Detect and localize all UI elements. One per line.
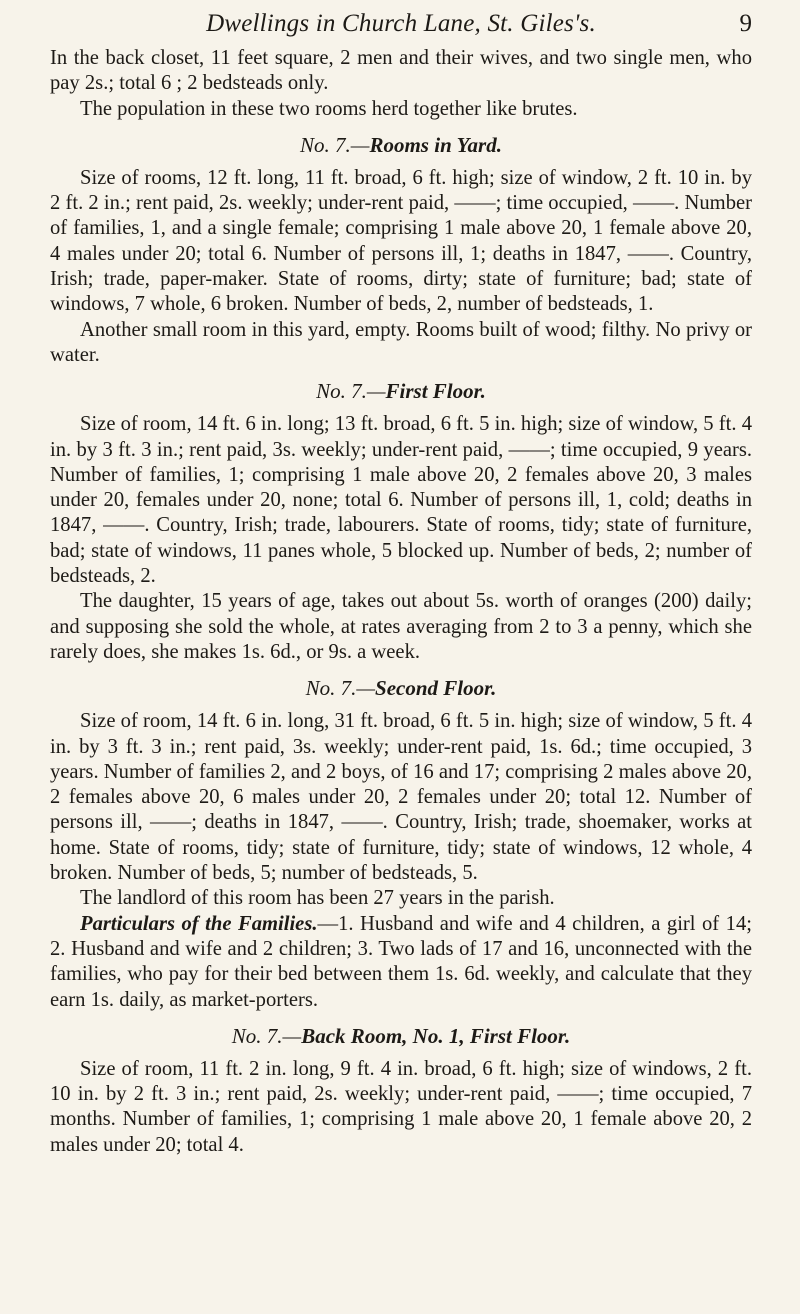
section-title: Second Floor. bbox=[375, 676, 497, 701]
paragraph-second-floor: Size of room, 14 ft. 6 in. long, 31 ft. broad, 6 ft. 5 in. high; size of window, 5 ft. 4 in. by 3 ft. 3 in.; rent paid, 3s. weekly; under-rent paid, 1s. 6d.; time occupied, 3 years. Number of families 2, and 2 boys, of 16 and 17; comprising 2 males above 20, 2 females above 20, 6 males under 20, 2 females under 20; total 12. Number of persons ill, ——; deaths in 1847, ——. Country, Irish; trade, shoemaker, works at home. State of rooms, tidy; state of furniture, tidy; state of windows, 12 whole, 4 broken. Number of beds, 5; number of bedsteads, 5. bbox=[50, 710, 752, 885]
particulars-text: —1. Husband and wife and 4 children, a girl of 14; 2. Husband and wife and 2 children; 3. Two lads of 17 and 16, unconnected with the families, who pay for their bed between them 1s. 6d. weekly, and calculate that they earn 1s. daily, as market-porters. bbox=[50, 912, 752, 1011]
running-title: Dwellings in Church Lane, St. Giles's. bbox=[206, 10, 596, 37]
section-title: First Floor. bbox=[385, 379, 486, 404]
paragraph-particulars bbox=[50, 912, 752, 1013]
paragraph-daughter: The daughter, 15 years of age, takes out about 5s. worth of oranges (200) daily; and supposing she sold the whole, at rates averaging from 2 to 3 a penny, which she rarely does, she makes 1s. 6d., or 9s. a week. bbox=[50, 590, 752, 663]
particulars-lead: Particulars of the Families. bbox=[80, 912, 318, 935]
paragraph-population: The population in these two rooms herd together like brutes. bbox=[80, 97, 578, 120]
paragraph-back-room: Size of room, 11 ft. 2 in. long, 9 ft. 4 in. broad, 6 ft. high; size of windows, 2 ft. 10 in. by 2 ft. 3 in.; rent paid, 2s. weekly; under-rent paid, ——; time occupied, 7 months. Number of families, 1; comprising 1 male above 20, 1 female above 20, 2 males under 20; total 4. bbox=[50, 1057, 752, 1156]
section-number: No. 7.— bbox=[231, 1023, 302, 1048]
section-heading-back-room bbox=[50, 1024, 752, 1049]
section-heading-rooms-in-yard bbox=[50, 133, 752, 158]
section-number: No. 7.— bbox=[316, 379, 386, 404]
section-title: Back Room, No. 1, First Floor. bbox=[301, 1023, 571, 1048]
section-number: No. 7.— bbox=[300, 132, 370, 157]
page-number: 9 bbox=[739, 10, 752, 37]
paragraph-first-floor: Size of room, 14 ft. 6 in. long; 13 ft. broad, 6 ft. 5 in. high; size of window, 5 ft. 4 in. by 3 ft. 3 in.; rent paid, 3s. weekly; under-rent paid, ——; time occupied, 9 years. Number of families, 1; comprising 1 male above 20, 2 females above 20, 3 males under 20, females under 20, none; total 6. Number of persons ill, 1, cold; deaths in 1847, ——. Country, Irish; trade, labourers. State of rooms, tidy; state of furniture, bad; state of windows, 11 panes whole, 5 blocked up. Number of beds, 2; number of bedsteads, 2. bbox=[50, 413, 752, 588]
paragraph-landlord: The landlord of this room has been 27 years in the parish. bbox=[80, 887, 555, 910]
paragraph-rooms-in-yard: Size of rooms, 12 ft. long, 11 ft. broad, 6 ft. high; size of window, 2 ft. 10 in. by 2 ft. 2 in.; rent paid, 2s. weekly; under-rent paid, ——; time occupied, ——. Number of families, 1, and a single female; comprising 1 male above 20, 1 female above 20, 4 males under 20; total 6. Number of persons ill, 1; deaths in 1847, ——. Country, Irish; trade, paper-maker. State of rooms, dirty; state of furniture; bad; state of windows, 7 whole, 6 broken. Number of beds, 2, number of bedsteads, 1. bbox=[50, 166, 752, 316]
paragraph-another-room: Another small room in this yard, empty. Rooms built of wood; filthy. No privy or water. bbox=[50, 318, 752, 366]
section-heading-first-floor bbox=[50, 379, 752, 404]
section-title: Rooms in Yard. bbox=[369, 132, 502, 157]
paragraph-back-closet: In the back closet, 11 feet square, 2 men and their wives, and two single men, who pay 2s.; total 6 ; 2 bedsteads only. bbox=[50, 47, 752, 95]
running-header bbox=[50, 6, 752, 46]
section-number: No. 7.— bbox=[305, 676, 376, 701]
section-heading-second-floor bbox=[50, 676, 752, 701]
